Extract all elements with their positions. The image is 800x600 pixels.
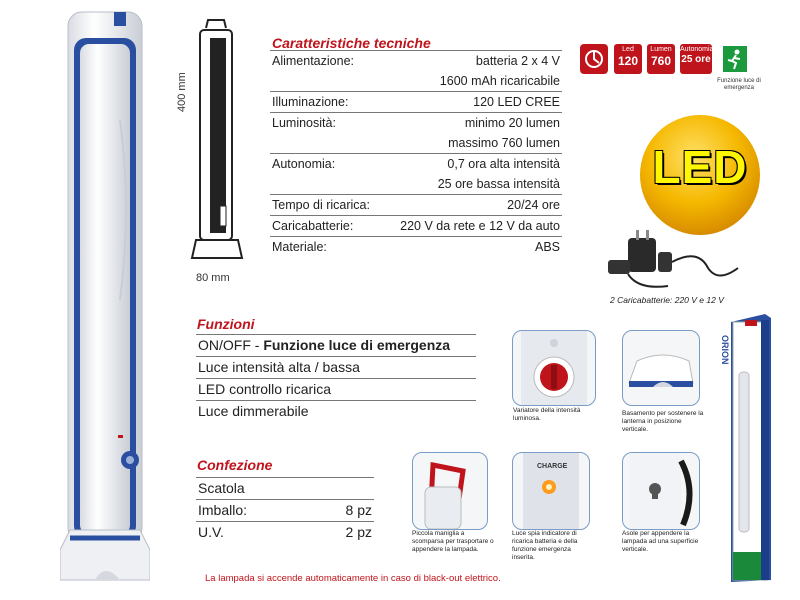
spec-value: 0,7 ora alta intensità [447,157,560,171]
base-photo [622,330,700,406]
base-image [623,331,699,405]
spec-row [270,133,562,153]
spec-key: Alimentazione: [272,54,354,68]
dimmer-caption: Variatore della intensità luminosa. [513,407,581,422]
lamp-product-image [60,10,150,585]
spec-value: 20/24 ore [507,198,560,212]
spec-row [270,91,562,112]
hook-image [623,453,699,529]
spec-row [270,236,562,257]
spec-value: 220 V da rete e 12 V da auto [400,219,560,233]
charge-photo [512,452,590,530]
spec-row [270,50,562,71]
dimension-drawing [190,18,245,268]
spec-key: Materiale: [272,240,327,254]
spec-key: Autonomia: [272,157,336,171]
dimmer-knob-image [513,331,595,405]
packaging-row: Scatola [196,477,374,499]
charge-label: CHARGE [537,463,568,470]
footer-note: La lampada si accende automaticamente in caso di black-out elettrico. [205,573,501,584]
product-box-image [725,312,773,584]
packaging-row: U.V. 2 pz [196,521,374,543]
height-dimension: 400 mm [176,72,188,112]
spec-key: Tempo di ricarica: [272,198,370,212]
function-item: LED controllo ricarica [196,378,476,400]
charger-caption: 2 Caricabatterie: 220 V e 12 V [610,295,724,305]
packaging-row: Imballo: 8 pz [196,499,374,521]
hook-caption: Asole per appendere la lampada ad una superficie verticale. [622,530,699,553]
width-dimension: 80 mm [196,272,230,284]
spec-value: 25 ore bassa intensità [437,177,560,191]
spec-row [270,215,562,236]
emergency-caption: Funzione luce di emergenza [717,78,761,91]
handle-photo [412,452,488,530]
spec-value: 1600 mAh ricaricabile [439,74,560,88]
handle-image [413,453,487,529]
packaging-list [196,477,374,543]
spec-value: ABS [534,240,560,254]
spec-row [270,174,562,194]
packaging-title: Confezione [197,457,273,473]
spec-value: batteria 2 x 4 V [475,54,560,68]
handle-caption: Piccola maniglia a scomparsa per trasportare o appendere la lampada. [412,530,494,553]
spec-key: Illuminazione: [272,95,349,109]
lumen-badge: Lumen 760 [647,44,675,74]
led-count-badge: Led 120 [614,44,642,74]
spec-key: Caricabatterie: [272,219,354,233]
functions-list [196,334,476,422]
dimmer-photo [512,330,596,406]
base-caption: Basamento per sostenere la lanterna in posizione verticale. [622,410,704,433]
spec-key: Luminosità: [272,116,336,130]
spec-row [270,194,562,215]
functions-title: Funzioni [197,316,255,332]
autonomy-badge: Autonomia 25 ore [680,44,712,74]
dimmer-badge [580,44,608,74]
function-item: Luce dimmerabile [196,400,476,422]
spec-value: 120 LED CREE [473,95,560,109]
led-logo-text: LED [652,141,748,193]
spec-row [270,71,562,91]
function-item: ON/OFF - Funzione luce di emergenza [196,334,476,356]
function-item: Luce intensità alta / bassa [196,356,476,378]
spec-value: massimo 760 lumen [448,136,560,150]
dimmer-icon [580,44,608,74]
spec-row [270,112,562,133]
hook-photo [622,452,700,530]
charge-caption: Luce spia indicatore di ricarica batteria e della funzione emergenza inserita. [512,530,578,561]
spec-row [270,153,562,174]
spec-value: minimo 20 lumen [464,116,560,130]
specs-table [270,50,562,257]
specs-title: Caratteristiche tecniche [272,35,431,51]
charger-image [598,228,748,293]
emergency-exit-icon [720,44,750,76]
box-brand: ORION [720,335,730,365]
